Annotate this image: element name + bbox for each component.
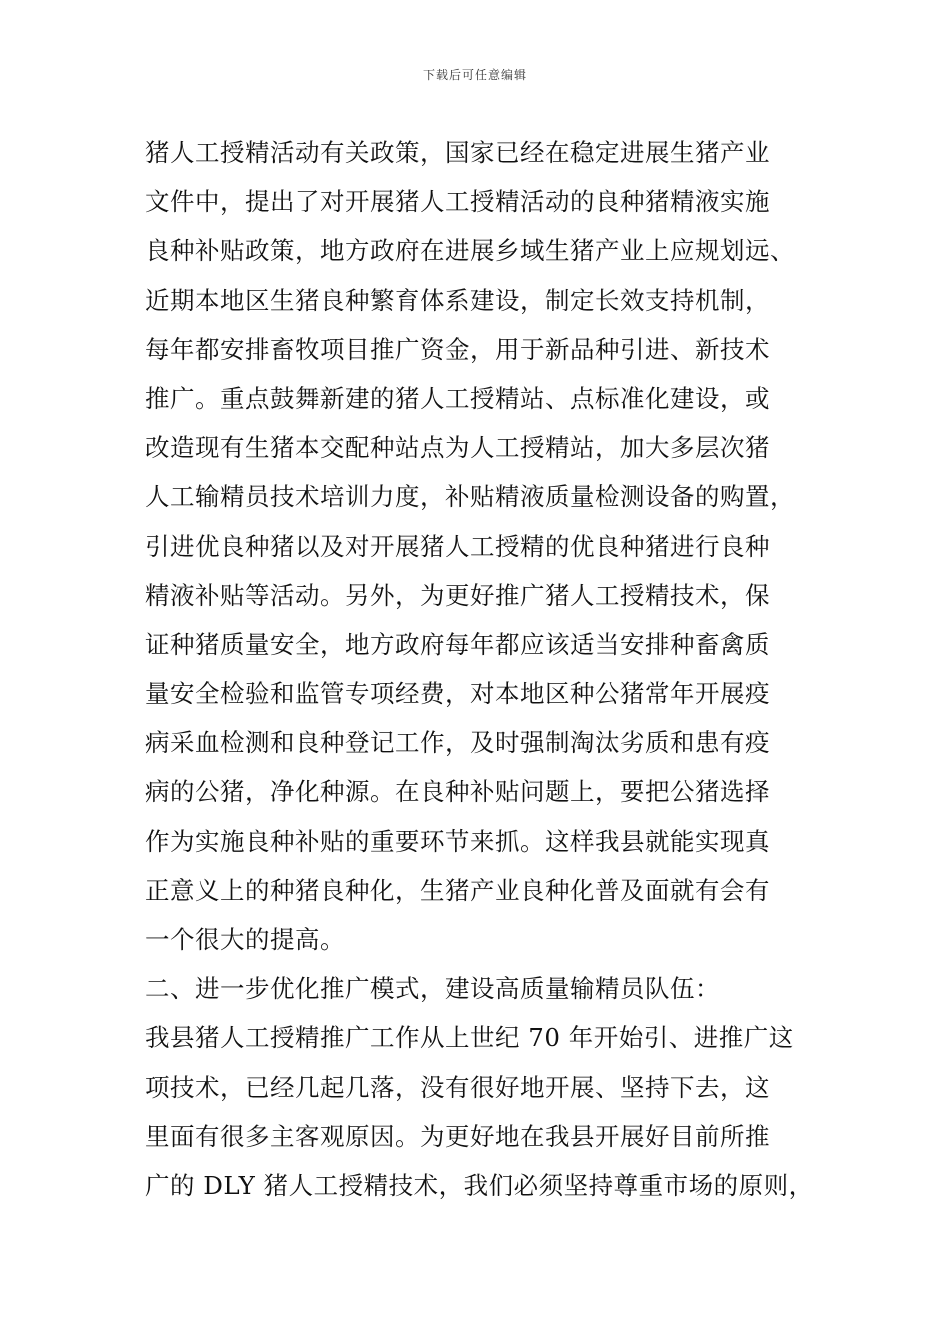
section-heading: 二、进一步优化推广模式，建设高质量输精员队伍： bbox=[145, 974, 720, 1004]
text-line: 猪人工授精活动有关政策，国家已经在稳定进展生猪产业 bbox=[145, 138, 770, 167]
text-line: 近期本地区生猪良种繁育体系建设，制定长效支持机制， bbox=[145, 285, 770, 315]
text-line: 良种补贴政策，地方政府在进展乡域生猪产业上应规划远、 bbox=[145, 236, 795, 266]
document-body bbox=[145, 128, 825, 1210]
text-line: 我县猪人工授精推广工作从上世纪 70 年开始引、进推广这 bbox=[145, 1023, 794, 1053]
text-line: 精液补贴等活动。另外，为更好推广猪人工授精技术，保 bbox=[145, 580, 770, 610]
text-line: 改造现有生猪本交配种站点为人工授精站，加大多层次猪 bbox=[145, 433, 770, 463]
text-line: 证种猪质量安全，地方政府每年都应该适当安排种畜禽质 bbox=[145, 629, 770, 659]
text-line: 一个很大的提高。 bbox=[145, 925, 345, 954]
text-line: 引进优良种猪以及对开展猪人工授精的优良种猪进行良种 bbox=[145, 531, 770, 561]
text-line: 作为实施良种补贴的重要环节来抓。这样我县就能实现真 bbox=[145, 826, 770, 856]
text-line: 每年都安排畜牧项目推广资金，用于新品种引进、新技术 bbox=[145, 334, 770, 364]
text-line: 推广。重点鼓舞新建的猪人工授精站、点标准化建设，或 bbox=[145, 383, 770, 413]
text-line: 广的 DLY 猪人工授精技术，我们必须坚持尊重市场的原则， bbox=[145, 1170, 814, 1200]
text-line: 病采血检测和良种登记工作，及时强制淘汰劣质和患有疫 bbox=[145, 728, 770, 758]
text-line: 里面有很多主客观原因。为更好地在我县开展好目前所推 bbox=[145, 1121, 770, 1151]
text-line: 正意义上的种猪良种化，生猪产业良种化普及面就有会有 bbox=[145, 875, 770, 905]
text-line: 项技术，已经几起几落，没有很好地开展、坚持下去，这 bbox=[145, 1072, 770, 1102]
text-line: 文件中，提出了对开展猪人工授精活动的良种猪精液实施 bbox=[145, 187, 770, 217]
text-line: 病的公猪，净化种源。在良种补贴问题上，要把公猪选择 bbox=[145, 777, 770, 807]
text-line: 量安全检验和监管专项经费，对本地区种公猪常年开展疫 bbox=[145, 679, 770, 709]
page-header: 下载后可任意编辑 bbox=[422, 68, 527, 82]
text-line: 人工输精员技术培训力度，补贴精液质量检测设备的购置， bbox=[145, 482, 795, 512]
